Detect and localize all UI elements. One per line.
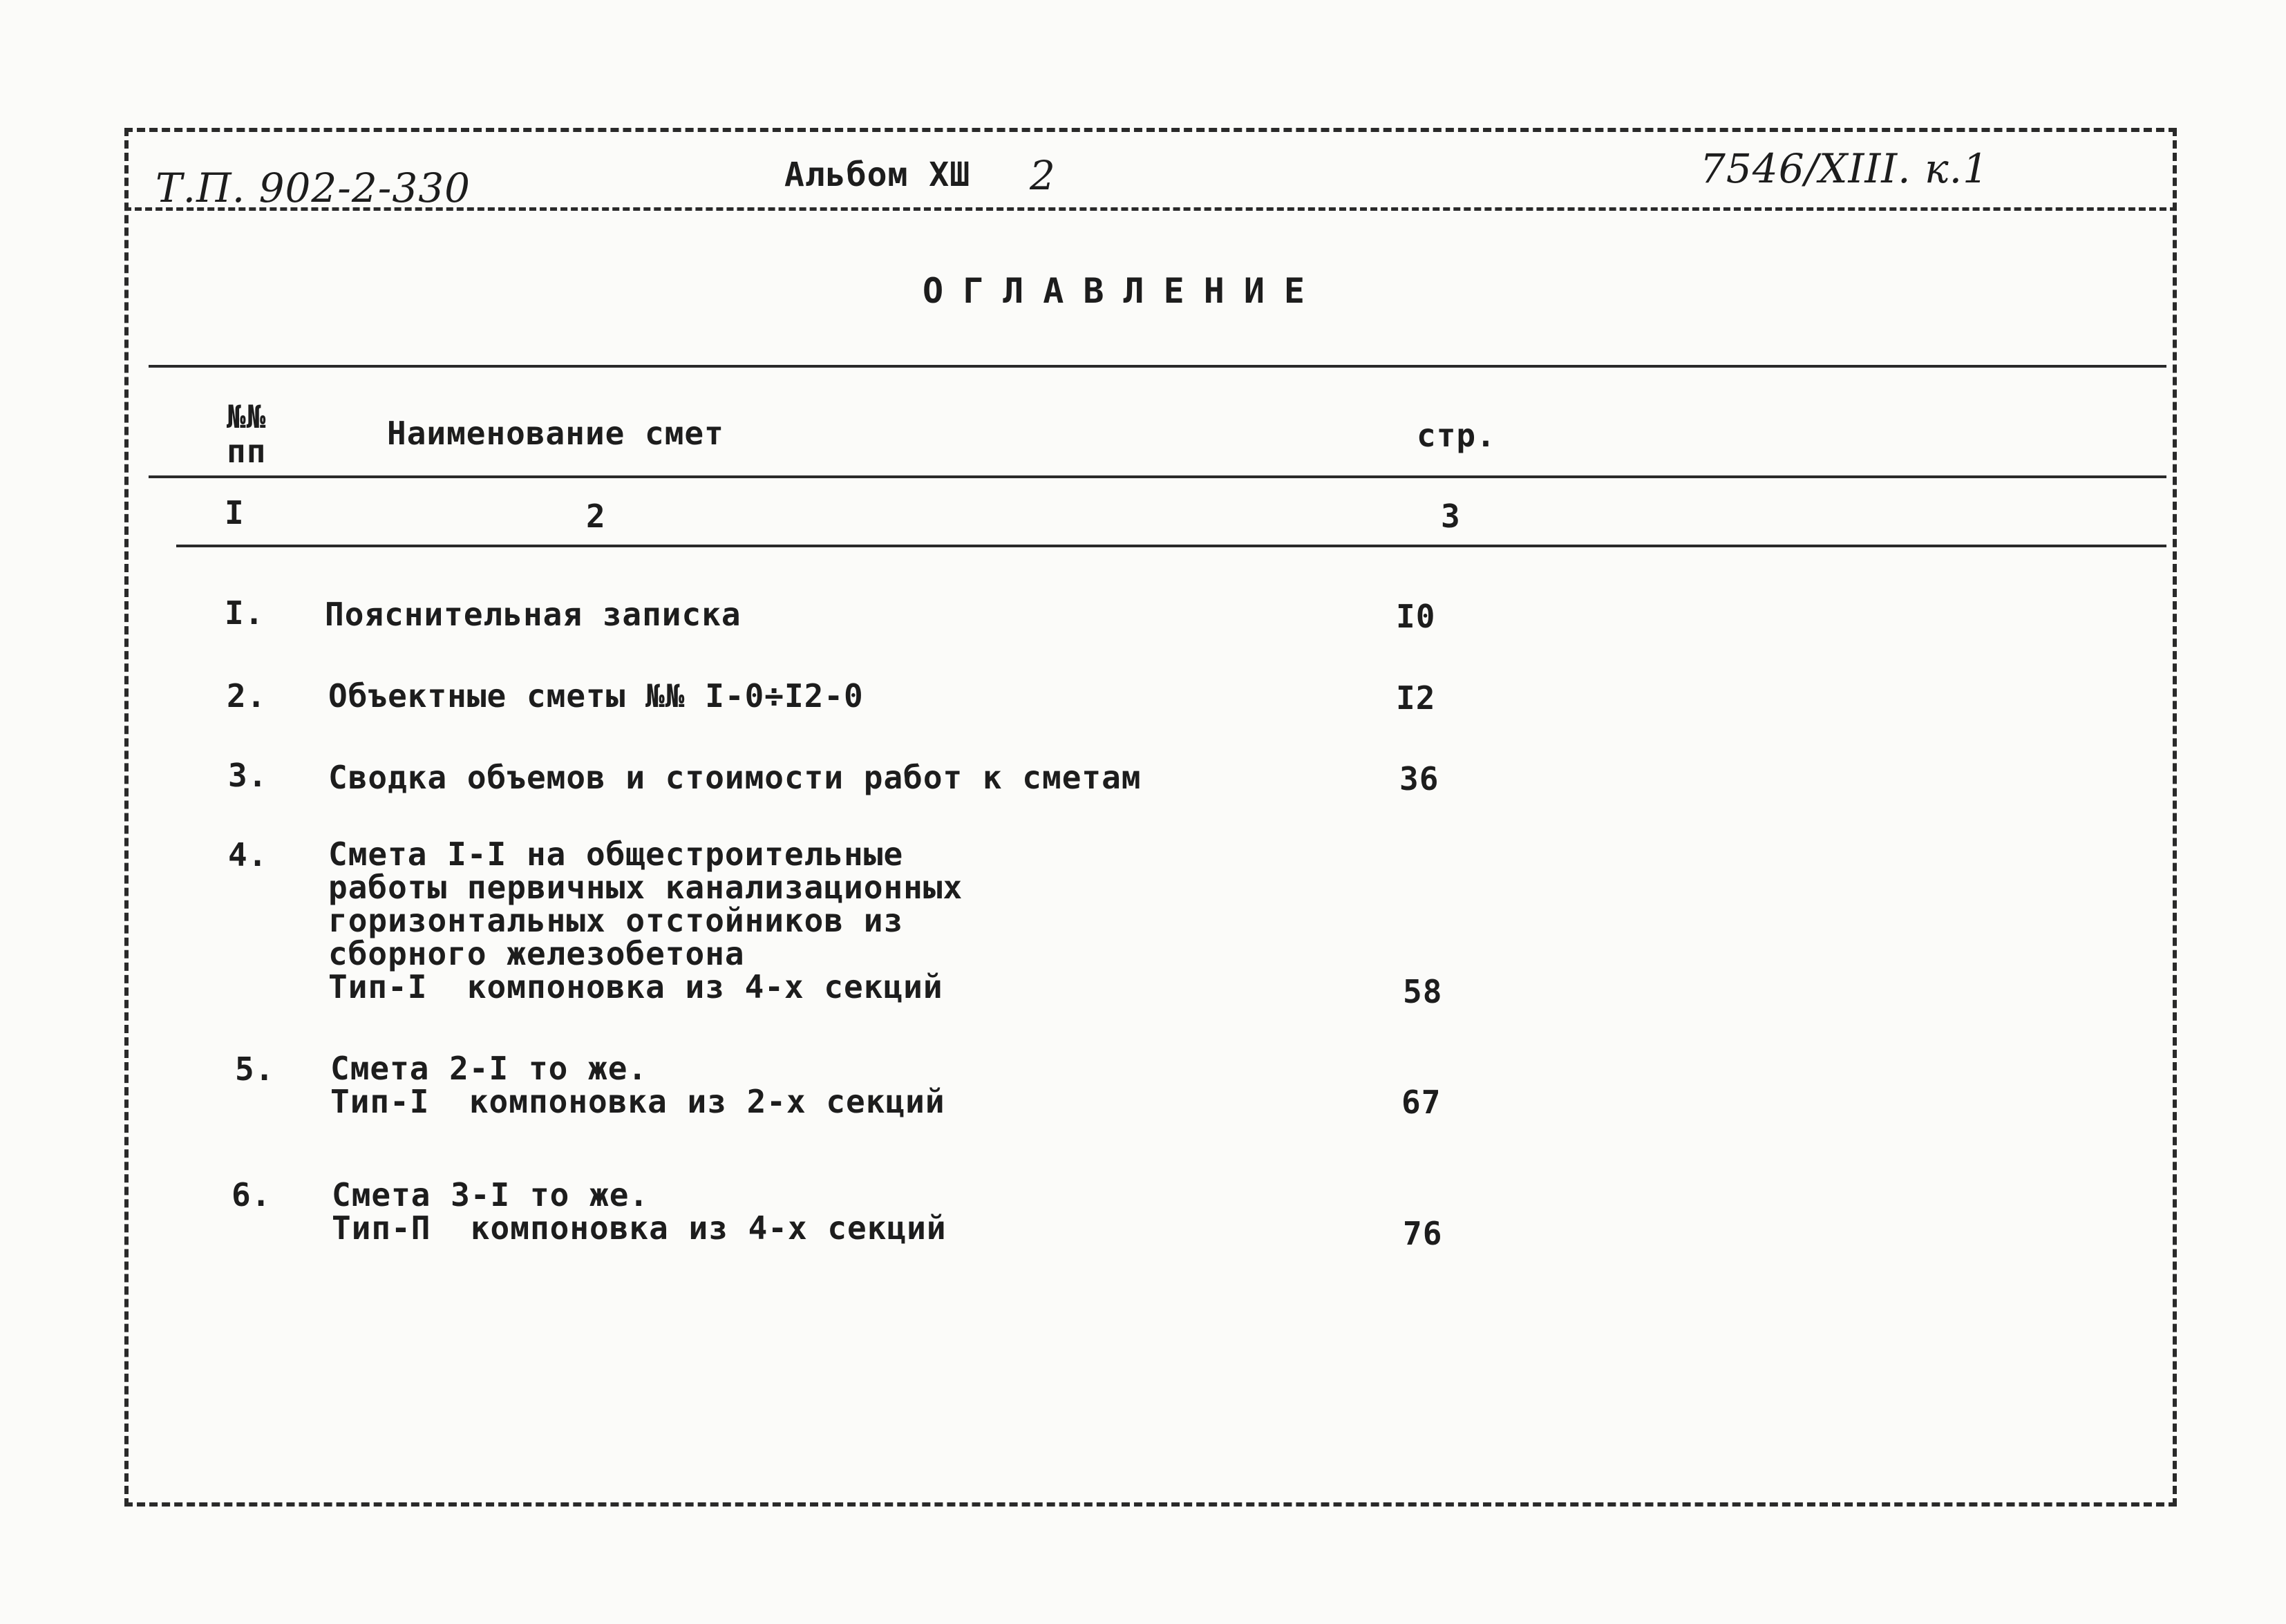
col-number-2: 2 bbox=[586, 498, 606, 535]
row-number: 3. bbox=[228, 757, 268, 794]
row-name: Пояснительная записка bbox=[325, 596, 741, 633]
header-divider bbox=[124, 207, 2177, 211]
row-name: Сводка объемов и стоимости работ к сметам bbox=[328, 759, 1142, 796]
row-number: 2. bbox=[227, 677, 267, 715]
header-rule bbox=[149, 475, 2166, 478]
row-name: Смета I-I на общестроительные работы первичных канализационных горизонтальных отстойников из сборного железобетона Тип-I компоновка из 4-х секций bbox=[328, 835, 963, 1005]
row-page: 36 bbox=[1399, 760, 1439, 797]
row-page: 67 bbox=[1401, 1084, 1442, 1121]
album-page: 2 bbox=[1030, 152, 1056, 199]
numbers-rule bbox=[176, 545, 2166, 547]
row-name: Объектные сметы №№ I-0÷I2-0 bbox=[328, 677, 864, 715]
col-number-3: 3 bbox=[1441, 498, 1461, 535]
title-rule bbox=[149, 365, 2166, 368]
col-header-num: №№ пп bbox=[227, 398, 267, 470]
row-name: Смета 2-I то же. Тип-I компоновка из 2-х секций bbox=[330, 1050, 945, 1120]
doc-code: Т.П. 902-2-330 bbox=[155, 164, 471, 211]
row-page: I2 bbox=[1396, 679, 1436, 717]
album-label: Альбом XШ bbox=[784, 155, 971, 194]
row-number: I. bbox=[225, 594, 265, 632]
page-frame bbox=[124, 128, 2177, 1507]
row-page: I0 bbox=[1396, 598, 1436, 635]
col-header-page: стр. bbox=[1417, 417, 1496, 454]
row-name: Смета 3-I то же. Тип-П компоновка из 4-х секций bbox=[332, 1176, 947, 1247]
page-title: ОГЛАВЛЕНИЕ bbox=[923, 271, 1325, 311]
col-number-1: I bbox=[225, 494, 245, 531]
archive-code: 7546/XIII. к.1 bbox=[1700, 145, 1990, 192]
row-page: 76 bbox=[1403, 1215, 1443, 1252]
col-header-name: Наименование смет bbox=[387, 415, 724, 452]
row-number: 6. bbox=[232, 1176, 272, 1214]
row-number: 5. bbox=[235, 1050, 275, 1088]
row-number: 4. bbox=[228, 836, 268, 874]
row-page: 58 bbox=[1403, 973, 1443, 1010]
